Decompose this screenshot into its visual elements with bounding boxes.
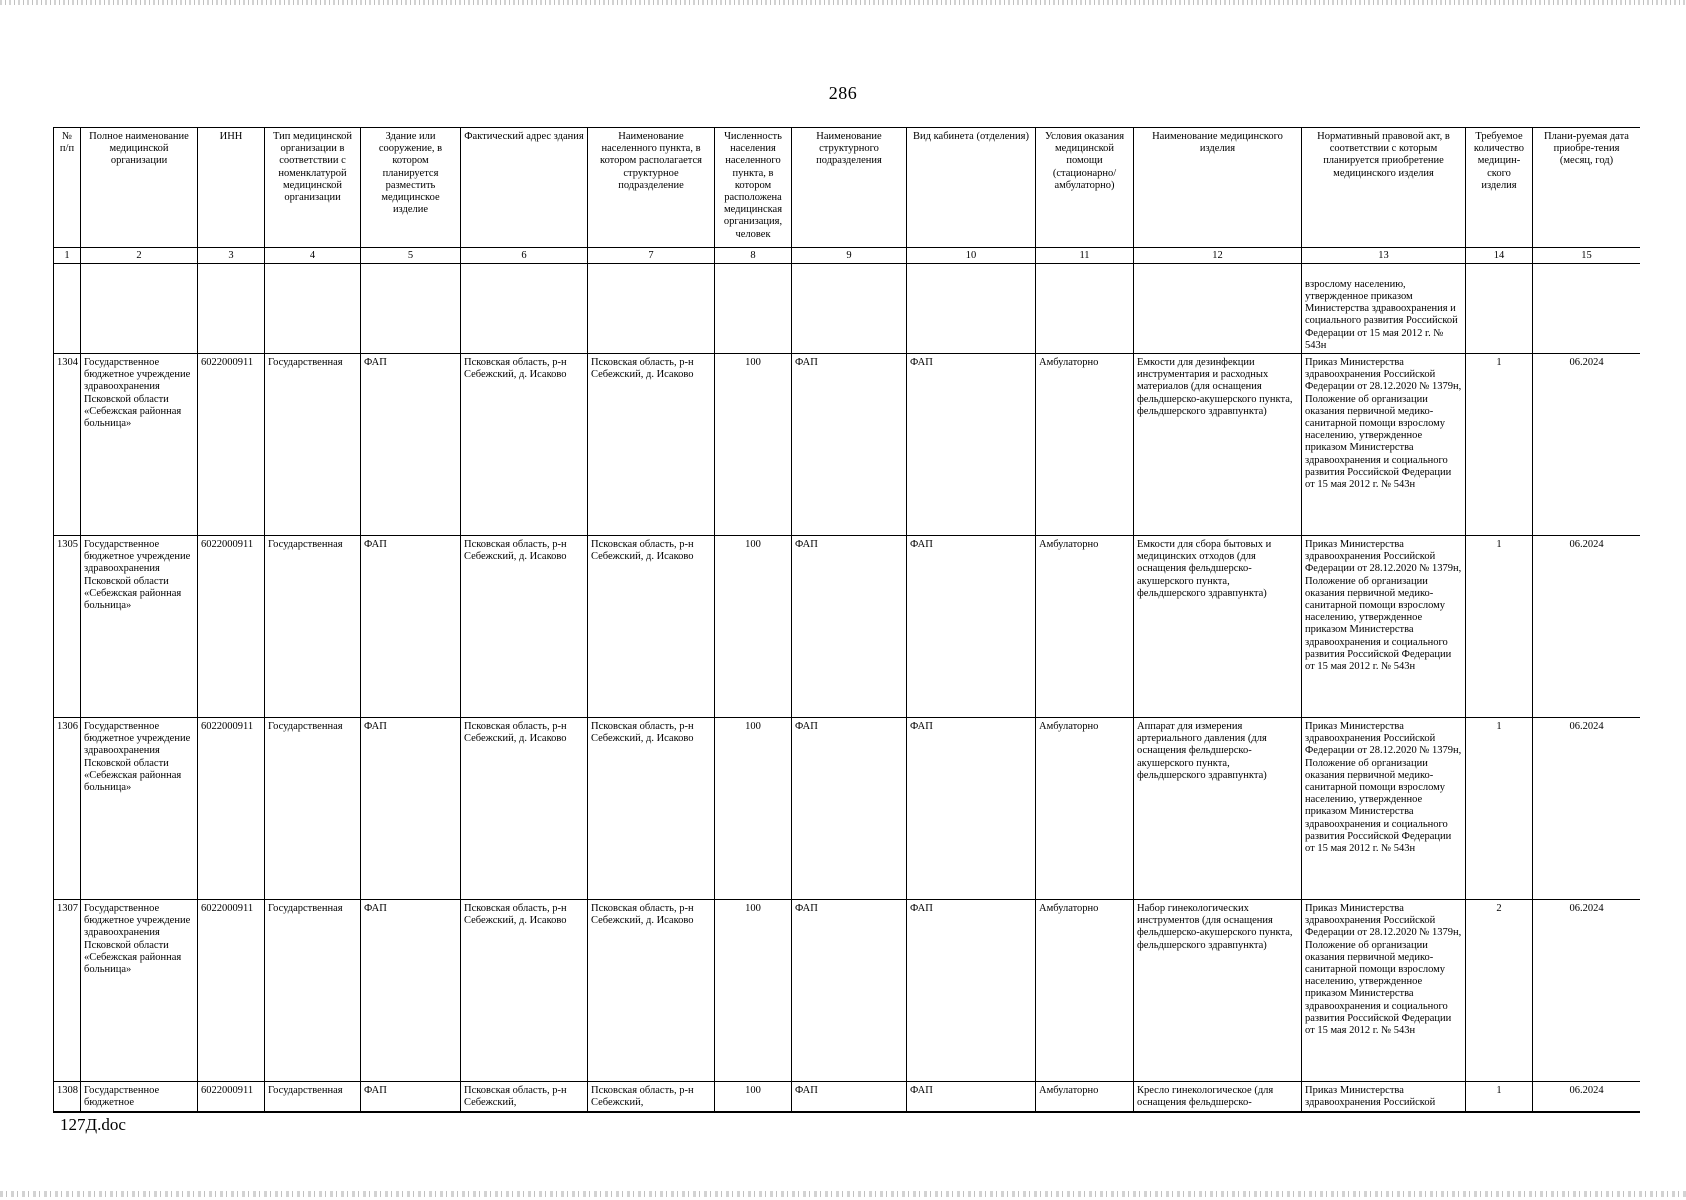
header-cell: Тип медицинской организации в соответствии с номенклатурой медицинской организации [265,128,361,248]
building-cell: ФАП [361,1082,461,1112]
quantity-cell: 1 [1466,536,1533,718]
unit-cell: ФАП [792,718,907,900]
column-number: 9 [792,248,907,264]
population-cell: 100 [715,1082,792,1112]
table-row [54,1082,1641,1112]
unit-cell: ФАП [792,900,907,1082]
header-cell: Плани-руемая дата приобре-тения (месяц, год) [1533,128,1641,248]
inn-cell: 6022000911 [198,718,265,900]
org-name-cell: Государственное бюджетное [81,1082,198,1112]
column-number: 1 [54,248,81,264]
table-row [54,718,1641,900]
conditions-cell: Амбулаторно [1036,718,1134,900]
column-number: 14 [1466,248,1533,264]
device-cell: Емкости для сбора бытовых и медицинских отходов (для оснащения фельдшерско-акушерского пункта, фельдшерского здравпункта) [1134,536,1302,718]
column-number-row [54,248,1641,264]
date-cell: 06.2024 [1533,718,1641,900]
column-number: 15 [1533,248,1641,264]
row-number: 1308 [54,1082,81,1112]
header-row [54,128,1641,248]
building-cell: ФАП [361,718,461,900]
column-number: 7 [588,248,715,264]
settlement-cell: Псковская область, р-н Себежский, д. Исаково [588,718,715,900]
unit-cell: ФАП [792,354,907,536]
table-row [54,900,1641,1082]
cabinet-cell: ФАП [907,718,1036,900]
empty-cell [361,264,461,354]
cabinet-cell: ФАП [907,536,1036,718]
building-cell: ФАП [361,900,461,1082]
conditions-cell: Амбулаторно [1036,536,1134,718]
page-number: 286 [828,83,858,103]
quantity-cell: 1 [1466,718,1533,900]
continuation-row [54,264,1641,354]
row-number: 1306 [54,718,81,900]
building-cell: ФАП [361,354,461,536]
header-cell: Фактический адрес здания [461,128,588,248]
settlement-cell: Псковская область, р-н Себежский, д. Исаково [588,900,715,1082]
date-cell: 06.2024 [1533,354,1641,536]
org-name-cell: Государственное бюджетное учреждение здравоохранения Псковской области «Себежская районная больница» [81,354,198,536]
scan-edge-top [0,0,1686,5]
settlement-cell: Псковская область, р-н Себежский, [588,1082,715,1112]
address-cell: Псковская область, р-н Себежский, [461,1082,588,1112]
org-type-cell: Государственная [265,536,361,718]
date-cell: 06.2024 [1533,1082,1641,1112]
device-cell: Набор гинекологических инструментов (для оснащения фельдшерско-акушерского пункта, фельдшерского здравпункта) [1134,900,1302,1082]
inn-cell: 6022000911 [198,1082,265,1112]
quantity-cell: 1 [1466,354,1533,536]
header-cell: ИНН [198,128,265,248]
act-cell: Приказ Министерства здравоохранения Российской Федерации от 28.12.2020 № 1379н, Положение об организации оказания первичной медико-санитарной помощи взрослому населению, утвержденное приказом Министерства здравоохранения и социального развития Российской Федерации от 15 мая 2012 г. № 543н [1302,900,1466,1082]
act-cell: Приказ Министерства здравоохранения Российской Федерации от 28.12.2020 № 1379н, Положение об организации оказания первичной медико-санитарной помощи взрослому населению, утвержденное приказом Министерства здравоохранения и социального развития Российской Федерации от 15 мая 2012 г. № 543н [1302,536,1466,718]
header-cell: Численность населения населенного пункта, в котором расположена медицинская организация, человек [715,128,792,248]
org-type-cell: Государственная [265,1082,361,1112]
building-cell: ФАП [361,536,461,718]
cabinet-cell: ФАП [907,1082,1036,1112]
conditions-cell: Амбулаторно [1036,354,1134,536]
settlement-cell: Псковская область, р-н Себежский, д. Исаково [588,536,715,718]
org-type-cell: Государственная [265,718,361,900]
continuation-act-cell: взрослому населению, утвержденное приказом Министерства здравоохранения и социального развития Российской Федерации от 15 мая 2012 г. № 543н [1302,264,1466,354]
inn-cell: 6022000911 [198,900,265,1082]
empty-cell [715,264,792,354]
table-row [54,536,1641,718]
empty-cell [588,264,715,354]
empty-cell [1466,264,1533,354]
column-number: 2 [81,248,198,264]
device-cell: Аппарат для измерения артериального давления (для оснащения фельдшерско-акушерского пункта, фельдшерского здравпункта) [1134,718,1302,900]
column-number: 3 [198,248,265,264]
header-cell: Наименование медицинского изделия [1134,128,1302,248]
footer-filename: 127Д.doc [60,1115,126,1134]
empty-cell [907,264,1036,354]
header-cell: Полное наименование медицинской организации [81,128,198,248]
address-cell: Псковская область, р-н Себежский, д. Исаково [461,900,588,1082]
inn-cell: 6022000911 [198,354,265,536]
date-cell: 06.2024 [1533,900,1641,1082]
quantity-cell: 1 [1466,1082,1533,1112]
header-cell: Требуемое количество медицин-ского изделия [1466,128,1533,248]
population-cell: 100 [715,900,792,1082]
column-number: 12 [1134,248,1302,264]
column-number: 8 [715,248,792,264]
quantity-cell: 2 [1466,900,1533,1082]
act-cell: Приказ Министерства здравоохранения Российской Федерации от 28.12.2020 № 1379н, Положение об организации оказания первичной медико-санитарной помощи взрослому населению, утвержденное приказом Министерства здравоохранения и социального развития Российской Федерации от 15 мая 2012 г. № 543н [1302,354,1466,536]
row-number: 1304 [54,354,81,536]
cabinet-cell: ФАП [907,354,1036,536]
empty-cell [1134,264,1302,354]
conditions-cell: Амбулаторно [1036,1082,1134,1112]
conditions-cell: Амбулаторно [1036,900,1134,1082]
scan-edge-bottom [0,1191,1686,1197]
empty-cell [198,264,265,354]
column-number: 10 [907,248,1036,264]
table-row [54,354,1641,536]
empty-cell [81,264,198,354]
table-container [53,127,1640,1113]
row-number: 1305 [54,536,81,718]
org-name-cell: Государственное бюджетное учреждение здравоохранения Псковской области «Себежская районная больница» [81,718,198,900]
address-cell: Псковская область, р-н Себежский, д. Исаково [461,354,588,536]
empty-cell [461,264,588,354]
population-cell: 100 [715,354,792,536]
org-name-cell: Государственное бюджетное учреждение здравоохранения Псковской области «Себежская районная больница» [81,900,198,1082]
empty-cell [792,264,907,354]
org-type-cell: Государственная [265,900,361,1082]
act-cell: Приказ Министерства здравоохранения Российской Федерации от 28.12.2020 № 1379н, Положение об организации оказания первичной медико-санитарной помощи взрослому населению, утвержденное приказом Министерства здравоохранения и социального развития Российской Федерации от 15 мая 2012 г. № 543н [1302,718,1466,900]
empty-cell [265,264,361,354]
row-number: 1307 [54,900,81,1082]
empty-cell [54,264,81,354]
org-name-cell: Государственное бюджетное учреждение здравоохранения Псковской области «Себежская районная больница» [81,536,198,718]
cabinet-cell: ФАП [907,900,1036,1082]
column-number: 6 [461,248,588,264]
unit-cell: ФАП [792,1082,907,1112]
header-cell: Условия оказания медицинской помощи (стационарно/ амбулаторно) [1036,128,1134,248]
column-number: 5 [361,248,461,264]
header-cell: Наименование населенного пункта, в котором располагается структурное подразделение [588,128,715,248]
act-cell: Приказ Министерства здравоохранения Российской [1302,1082,1466,1112]
address-cell: Псковская область, р-н Себежский, д. Исаково [461,718,588,900]
inn-cell: 6022000911 [198,536,265,718]
header-cell: Вид кабинета (отделения) [907,128,1036,248]
header-cell: № п/п [54,128,81,248]
address-cell: Псковская область, р-н Себежский, д. Исаково [461,536,588,718]
org-type-cell: Государственная [265,354,361,536]
empty-cell [1533,264,1641,354]
device-cell: Емкости для дезинфекции инструментария и расходных материалов (для оснащения фельдшерско-акушерского пункта, фельдшерского здравпункта) [1134,354,1302,536]
column-number: 11 [1036,248,1134,264]
header-cell: Нормативный правовой акт, в соответствии с которым планируется приобретение медицинского изделия [1302,128,1466,248]
header-cell: Наименование структурного подразделения [792,128,907,248]
date-cell: 06.2024 [1533,536,1641,718]
header-cell: Здание или сооружение, в котором планируется разместить медицинское изделие [361,128,461,248]
population-cell: 100 [715,536,792,718]
equipment-table [53,127,1640,1112]
unit-cell: ФАП [792,536,907,718]
column-number: 13 [1302,248,1466,264]
device-cell: Кресло гинекологическое (для оснащения фельдшерско- [1134,1082,1302,1112]
settlement-cell: Псковская область, р-н Себежский, д. Исаково [588,354,715,536]
empty-cell [1036,264,1134,354]
column-number: 4 [265,248,361,264]
population-cell: 100 [715,718,792,900]
